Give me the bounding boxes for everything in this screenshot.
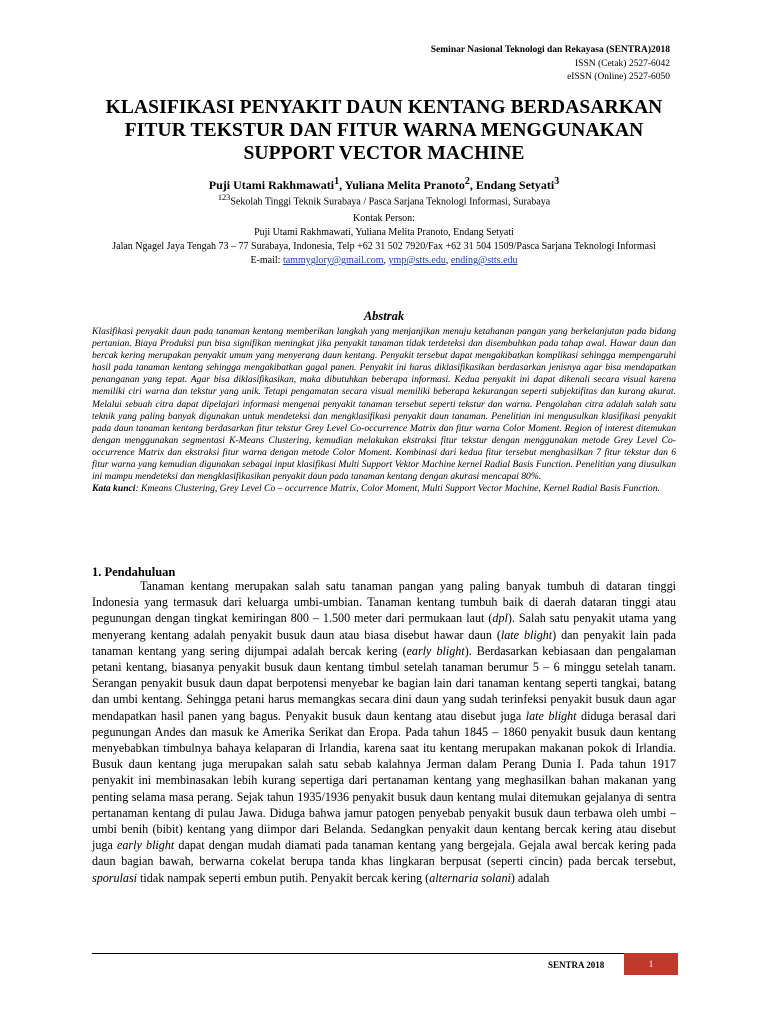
- title-line: KLASIFIKASI PENYAKIT DAUN KENTANG BERDASARKAN: [105, 97, 663, 118]
- email-separator: ,: [445, 255, 451, 266]
- email-link[interactable]: ymp@stts.edu: [388, 255, 446, 266]
- keywords-label: Kata kunci: [92, 483, 136, 495]
- author-affiliation-mark: 2: [464, 176, 470, 187]
- email-link[interactable]: tammyglory@gmail.com: [282, 255, 384, 266]
- body-paragraph: [92, 578, 676, 886]
- email-link[interactable]: ending@stts.edu: [450, 255, 518, 266]
- body-italic: early blight: [406, 643, 465, 658]
- page-number-badge: [624, 953, 678, 975]
- conference-name: Seminar Nasional Teknologi dan Rekayasa (SENTRA)2018: [430, 45, 670, 55]
- body-italic: late blight: [525, 708, 577, 723]
- contact-names: Puji Utami Rakhmawati, Yuliana Melita Pranoto, Endang Setyati: [254, 227, 514, 238]
- keywords-text: : Kmeans Clustering, Grey Level Co – occurrence Matrix, Color Moment, Multi Support Vector Machine, Kernel Radial Basis Function.: [135, 483, 660, 495]
- body-text: ). Salah satu penyakit utama yang menyerang kentang adalah penyakit busuk daun atau biasa disebut hawar daun (: [92, 611, 677, 642]
- body-text: ). Berdasarkan kebiasaan dan pengalaman petani kentang, biasanya penyakit busuk daun kentang timbul setelah tanaman berumur 5 – 6 minggu setelah tanam. Serangan penyakit busuk daun dapat berpotensi menyebar ke bagian lain dari tanaman kentang seperti tangkai, batang dan umbi kentang. Sehingga petani harus memangkas secara dini daun yang sudah terinfeksi penyakit busuk daun agar mendapatkan hasil panen yang bagus. Penyakit busuk daun kentang atau disebut juga: [92, 643, 677, 723]
- issn-print: ISSN (Cetak) 2527-6042: [575, 58, 670, 69]
- affiliation-text: Sekolah Tinggi Teknik Surabaya / Pasca Sarjana Teknologi Informasi, Surabaya: [230, 196, 551, 208]
- affiliation: [60, 193, 708, 207]
- body-italic: sporulasi: [92, 870, 138, 885]
- author-name: Puji Utami Rakhmawati: [208, 178, 335, 192]
- section-heading: 1. Pendahuluan: [92, 565, 176, 579]
- contact-address: Jalan Ngagel Jaya Tengah 73 – 77 Surabaya, Indonesia, Telp +62 31 502 7920/Fax +62 31 504 1509/Pasca Sarjana Teknologi Informasi: [112, 241, 656, 252]
- abstract-text: Klasifikasi penyakit daun pada tanaman kentang memberikan langkah yang menjanjikan menuju ketahanan pangan yang berkelanjutan pada bidang pertanian. Biaya Produksi pun bisa signifikan meningkat jika penyakit tanaman tidak terdeteksi dan disembuhkan pada tahap awal. Hawar daun dan bercak kering merupakan penyakit umum yang menyerang daun kentang. Penyakit tersebut dapat mengakibatkan komplikasi sehingga mempengaruhi hasil pada tanaman kentang sehingga mengakibatkan gagal panen. Penyakit ini harus diklasifikasikan berdasarkan jenisnya agar bisa mendapatkan penanganan yang tepat. Agar bisa diklasifikasikan, maka dibutuhkan beberapa informasi. Kedua penyakit ini dapat dikenali secara visual karena memiliki ciri warna dan tekstur yang unik. Tetapi pengamatan secara visual memiliki beberapa kekurangan seperti subjektifitas dan kurang akurat. Melalui sebuah citra dapat dipelajari informasi mengenai penyakit tanaman tersebut seperti tekstur dan warna. Pengolahan citra adalah salah satu teknik yang paling banyak digunakan untuk mendeteksi dan mengklasifikasi penyakit daun tanaman. Penelitian ini mengusulkan klasifikasi penyakit pada daun tanaman kentang berdasarkan fitur tekstur Grey Level Co-occurrence Matrix dan fitur warna Color Moment. Region of interest ditemukan dengan menggunakan segmentasi K-Means Clustering, kemudian melakukan ekstraksi fitur tekstur dengan menggunakan metode Grey Level Co-occurrence Matrix dan ekstraksi fitur warna dengan metode Color Moment. Kombinasi dari kedua fitur tersebut menghasilkan 7 fitur tekstur dan 6 fitur warna yang kemudian digunakan sebagai input klasifikasi Multi Support Vektor Machine kernel Radial Basis Function. Penelitian yang diusulkan ini mampu mendeteksi dan mengklasifikasikan penyakit daun pada tanaman kentang dengan akurasi mencapai 80%.: [92, 326, 676, 483]
- body-text: Tanaman kentang merupakan salah satu tanaman pangan yang paling banyak tumbuh di dataran tinggi Indonesia yang termasuk dari keluarga umbi-umbian. Tanaman kentang tumbuh baik di daerah dataran tinggi atau pegunungan dengan tingkat kemiringan 800 – 1.500 meter dari permukaan laut (: [92, 579, 676, 626]
- author-separator: ,: [469, 178, 476, 192]
- issn-online: eISSN (Online) 2527-6050: [567, 72, 670, 82]
- abstract-body: [92, 326, 676, 495]
- abstract-heading: Abstrak: [363, 309, 405, 323]
- email-separator: ,: [383, 255, 389, 266]
- email-label: E-mail:: [250, 255, 283, 266]
- affiliation-mark: 123: [217, 193, 231, 202]
- body-text: tidak nampak seperti embun putih. Penyakit bercak kering (: [137, 870, 430, 885]
- paper-title: [60, 96, 708, 165]
- body-italic: late blight: [500, 627, 553, 642]
- page-number: 1: [648, 959, 654, 969]
- title-line: SUPPORT VECTOR MACHINE: [243, 143, 525, 164]
- body-text: diduga berasal dari pegunungan Andes dan masuk ke Amerika Serikat dan Eropa. Pada tahun 1845 – 1860 penyakit busuk daun kentang menyebabkan timbulnya bahaya kelaparan di Irlandia, karena saat itu kentang merupakan makanan pokok di Irlandia. Busuk daun kentang juga merupakan salah satu sebab kalahnya Jerman dalam Perang Dunia I. Pada tahun 1917 penyakit ini membinasakan lebih kurang sepertiga dari pertanaman kentang yang meghasilkan bahan makanan yang penting selama masa perang. Sejak tahun 1935/1936 penyakit busuk daun kentang mulai ditemukan gejalanya di sentra pertanaman kentang di pulau Jawa. Diduga bahwa jamur patogen penyebab penyakit busuk daun terbawa oleh umbi – umbi benih (bibit) kentang yang diimpor dari Belanda. Sedangkan penyakit daun kentang bercak kering atau disebut juga: [92, 708, 676, 853]
- keywords: [92, 483, 660, 494]
- contact-label: Kontak Person:: [353, 213, 415, 224]
- author-separator: ,: [339, 178, 345, 192]
- author-affiliation-mark: 1: [334, 176, 340, 187]
- author-list: [60, 176, 708, 193]
- body-text: ) dan penyakit lain pada tanaman kentang yang sering dijumpai adalah bercak kering (: [92, 627, 676, 658]
- author-affiliation-mark: 3: [554, 176, 560, 187]
- contact-email-line: [60, 254, 708, 268]
- title-line: FITUR TEKSTUR DAN FITUR WARNA MENGGUNAKAN: [124, 120, 644, 141]
- body-text: dapat dengan mudah diamati pada tanaman kentang yang bergejala. Gejala awal bercak kering pada daun bagian bawah, berwarna cokelat berupa tanda khas lingkaran berpusat (seperti cincin) pada bercak tersebut,: [92, 838, 676, 869]
- author-name: Endang Setyati: [475, 178, 555, 192]
- body-italic: alternaria solani: [429, 870, 511, 885]
- body-italic: dpl: [492, 611, 508, 626]
- running-header: [431, 44, 670, 85]
- footer-rule: [92, 953, 624, 954]
- footer-label: SENTRA 2018: [548, 960, 605, 970]
- body-text: ) adalah: [510, 870, 550, 885]
- body-italic: early blight: [117, 838, 175, 853]
- author-name: Yuliana Melita Pranoto: [344, 178, 465, 192]
- contact-block: [60, 212, 708, 268]
